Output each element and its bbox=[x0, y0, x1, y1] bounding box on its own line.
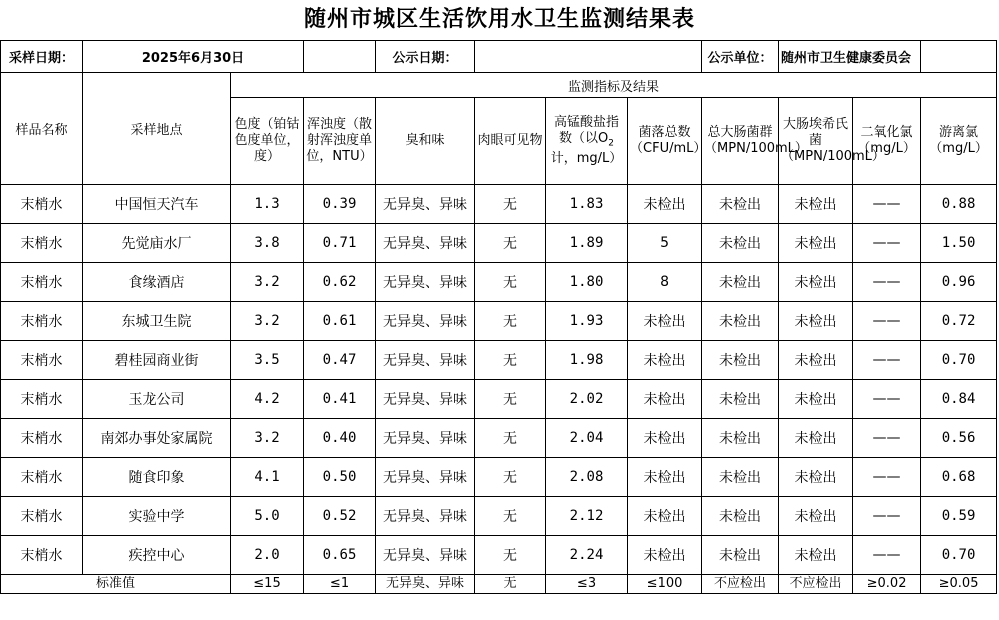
cell-colony: 未检出 bbox=[628, 302, 702, 341]
cell-chlorine-dioxide: —— bbox=[853, 536, 921, 575]
cell-colony: 未检出 bbox=[628, 185, 702, 224]
header-coliform: 总大肠菌群（MPN/100mL） bbox=[702, 98, 779, 185]
cell-colony: 未检出 bbox=[628, 380, 702, 419]
cell-sample-location: 先觉庙水厂 bbox=[83, 224, 231, 263]
cell-sample-location: 南郊办事处家属院 bbox=[83, 419, 231, 458]
header-permanganate bbox=[546, 98, 628, 185]
sample-date-label: 采样日期： bbox=[1, 41, 83, 73]
cell-colony: 8 bbox=[628, 263, 702, 302]
cell-odor: 无异臭、异味 bbox=[376, 224, 475, 263]
header-permanganate-post: 计，mg/L） bbox=[550, 151, 623, 167]
cell-ecoli: 未检出 bbox=[779, 536, 853, 575]
cell-color: 4.1 bbox=[231, 458, 304, 497]
cell-visible: 无 bbox=[475, 419, 546, 458]
header-row-group bbox=[1, 73, 997, 98]
cell-chlorine-dioxide: —— bbox=[853, 263, 921, 302]
cell-permanganate: 2.24 bbox=[546, 536, 628, 575]
cell-visible: 无 bbox=[475, 458, 546, 497]
cell-sample-name: 末梢水 bbox=[1, 497, 83, 536]
cell-ecoli: 未检出 bbox=[779, 497, 853, 536]
cell-odor: 无异臭、异味 bbox=[376, 341, 475, 380]
cell-free-chlorine: 1.50 bbox=[921, 224, 997, 263]
header-turbidity: 浑浊度（散射浑浊度单位，NTU） bbox=[304, 98, 376, 185]
publish-unit-label: 公示单位： bbox=[702, 41, 779, 73]
cell-visible: 无 bbox=[475, 185, 546, 224]
cell-coliform: 未检出 bbox=[702, 341, 779, 380]
publish-date-label: 公示日期： bbox=[376, 41, 475, 73]
cell-sample-name: 末梢水 bbox=[1, 380, 83, 419]
cell-free-chlorine: 0.88 bbox=[921, 185, 997, 224]
cell-ecoli: 未检出 bbox=[779, 185, 853, 224]
standard-turbidity: ≤1 bbox=[304, 575, 376, 594]
cell-coliform: 未检出 bbox=[702, 419, 779, 458]
cell-colony: 未检出 bbox=[628, 497, 702, 536]
cell-coliform: 未检出 bbox=[702, 458, 779, 497]
table-row bbox=[1, 497, 997, 536]
standard-row bbox=[1, 575, 997, 594]
cell-odor: 无异臭、异味 bbox=[376, 302, 475, 341]
cell-sample-name: 末梢水 bbox=[1, 458, 83, 497]
header-permanganate-sub: 2 bbox=[608, 138, 614, 149]
cell-chlorine-dioxide: —— bbox=[853, 497, 921, 536]
cell-color: 2.0 bbox=[231, 536, 304, 575]
header-ecoli: 大肠埃希氏菌（MPN/100mL） bbox=[779, 98, 853, 185]
standard-odor: 无异臭、异味 bbox=[376, 575, 475, 594]
header-permanganate-pre: 高锰酸盐指数（以O bbox=[554, 114, 620, 146]
table-row bbox=[1, 224, 997, 263]
header-group: 监测指标及结果 bbox=[231, 73, 997, 98]
cell-permanganate: 2.12 bbox=[546, 497, 628, 536]
cell-visible: 无 bbox=[475, 497, 546, 536]
cell-permanganate: 2.08 bbox=[546, 458, 628, 497]
standard-color: ≤15 bbox=[231, 575, 304, 594]
cell-free-chlorine: 0.84 bbox=[921, 380, 997, 419]
standard-visible: 无 bbox=[475, 575, 546, 594]
header-chlorine-dioxide: 二氧化氯（mg/L） bbox=[853, 98, 921, 185]
cell-color: 3.2 bbox=[231, 263, 304, 302]
cell-free-chlorine: 0.72 bbox=[921, 302, 997, 341]
cell-sample-name: 末梢水 bbox=[1, 263, 83, 302]
cell-ecoli: 未检出 bbox=[779, 419, 853, 458]
meta-spacer bbox=[304, 41, 376, 73]
cell-free-chlorine: 0.56 bbox=[921, 419, 997, 458]
cell-sample-name: 末梢水 bbox=[1, 341, 83, 380]
meta-row bbox=[1, 41, 997, 73]
cell-visible: 无 bbox=[475, 341, 546, 380]
cell-coliform: 未检出 bbox=[702, 224, 779, 263]
cell-sample-name: 末梢水 bbox=[1, 419, 83, 458]
standard-coliform: 不应检出 bbox=[702, 575, 779, 594]
cell-colony: 未检出 bbox=[628, 536, 702, 575]
header-visible: 肉眼可见物 bbox=[475, 98, 546, 185]
cell-ecoli: 未检出 bbox=[779, 341, 853, 380]
cell-chlorine-dioxide: —— bbox=[853, 341, 921, 380]
cell-odor: 无异臭、异味 bbox=[376, 536, 475, 575]
cell-chlorine-dioxide: —— bbox=[853, 302, 921, 341]
sample-date-value: 2025年6月30日 bbox=[83, 41, 304, 73]
cell-ecoli: 未检出 bbox=[779, 263, 853, 302]
cell-colony: 5 bbox=[628, 224, 702, 263]
header-sample-location: 采样地点 bbox=[83, 73, 231, 185]
cell-chlorine-dioxide: —— bbox=[853, 419, 921, 458]
cell-free-chlorine: 0.70 bbox=[921, 341, 997, 380]
cell-permanganate: 1.98 bbox=[546, 341, 628, 380]
cell-turbidity: 0.61 bbox=[304, 302, 376, 341]
cell-coliform: 未检出 bbox=[702, 263, 779, 302]
cell-turbidity: 0.71 bbox=[304, 224, 376, 263]
cell-turbidity: 0.65 bbox=[304, 536, 376, 575]
standard-free-chlorine: ≥0.05 bbox=[921, 575, 997, 594]
cell-free-chlorine: 0.68 bbox=[921, 458, 997, 497]
table-row bbox=[1, 185, 997, 224]
cell-odor: 无异臭、异味 bbox=[376, 263, 475, 302]
header-sample-name: 样品名称 bbox=[1, 73, 83, 185]
standard-chlorine-dioxide: ≥0.02 bbox=[853, 575, 921, 594]
cell-sample-name: 末梢水 bbox=[1, 224, 83, 263]
cell-sample-location: 食缘酒店 bbox=[83, 263, 231, 302]
cell-chlorine-dioxide: —— bbox=[853, 185, 921, 224]
cell-sample-name: 末梢水 bbox=[1, 536, 83, 575]
header-colony: 菌落总数（CFU/mL） bbox=[628, 98, 702, 185]
standard-permanganate: ≤3 bbox=[546, 575, 628, 594]
cell-ecoli: 未检出 bbox=[779, 458, 853, 497]
cell-color: 3.2 bbox=[231, 302, 304, 341]
cell-color: 3.5 bbox=[231, 341, 304, 380]
header-odor: 臭和味 bbox=[376, 98, 475, 185]
header-free-chlorine: 游离氯（mg/L） bbox=[921, 98, 997, 185]
cell-permanganate: 1.93 bbox=[546, 302, 628, 341]
cell-turbidity: 0.39 bbox=[304, 185, 376, 224]
publish-unit-value: 随州市卫生健康委员会 bbox=[779, 41, 921, 73]
cell-sample-location: 疾控中心 bbox=[83, 536, 231, 575]
cell-color: 4.2 bbox=[231, 380, 304, 419]
cell-visible: 无 bbox=[475, 380, 546, 419]
cell-visible: 无 bbox=[475, 263, 546, 302]
cell-free-chlorine: 0.70 bbox=[921, 536, 997, 575]
cell-turbidity: 0.40 bbox=[304, 419, 376, 458]
standard-label: 标准值 bbox=[1, 575, 231, 594]
cell-ecoli: 未检出 bbox=[779, 302, 853, 341]
table-row bbox=[1, 302, 997, 341]
cell-color: 5.0 bbox=[231, 497, 304, 536]
cell-turbidity: 0.47 bbox=[304, 341, 376, 380]
cell-permanganate: 2.04 bbox=[546, 419, 628, 458]
table-row bbox=[1, 341, 997, 380]
cell-visible: 无 bbox=[475, 536, 546, 575]
cell-turbidity: 0.62 bbox=[304, 263, 376, 302]
standard-colony: ≤100 bbox=[628, 575, 702, 594]
cell-chlorine-dioxide: —— bbox=[853, 380, 921, 419]
cell-odor: 无异臭、异味 bbox=[376, 497, 475, 536]
cell-sample-location: 实验中学 bbox=[83, 497, 231, 536]
table-row bbox=[1, 380, 997, 419]
meta-empty-cell bbox=[921, 41, 997, 73]
results-table bbox=[0, 40, 997, 594]
cell-sample-location: 碧桂园商业街 bbox=[83, 341, 231, 380]
cell-coliform: 未检出 bbox=[702, 185, 779, 224]
cell-color: 3.2 bbox=[231, 419, 304, 458]
cell-ecoli: 未检出 bbox=[779, 224, 853, 263]
cell-sample-name: 末梢水 bbox=[1, 302, 83, 341]
cell-odor: 无异臭、异味 bbox=[376, 458, 475, 497]
cell-visible: 无 bbox=[475, 224, 546, 263]
cell-coliform: 未检出 bbox=[702, 380, 779, 419]
cell-free-chlorine: 0.96 bbox=[921, 263, 997, 302]
cell-sample-name: 末梢水 bbox=[1, 185, 83, 224]
cell-sample-location: 玉龙公司 bbox=[83, 380, 231, 419]
cell-coliform: 未检出 bbox=[702, 302, 779, 341]
table-row bbox=[1, 263, 997, 302]
cell-sample-location: 中国恒天汽车 bbox=[83, 185, 231, 224]
cell-colony: 未检出 bbox=[628, 419, 702, 458]
cell-ecoli: 未检出 bbox=[779, 380, 853, 419]
cell-sample-location: 随食印象 bbox=[83, 458, 231, 497]
cell-odor: 无异臭、异味 bbox=[376, 380, 475, 419]
table-row bbox=[1, 419, 997, 458]
cell-color: 3.8 bbox=[231, 224, 304, 263]
cell-free-chlorine: 0.59 bbox=[921, 497, 997, 536]
cell-permanganate: 1.83 bbox=[546, 185, 628, 224]
cell-chlorine-dioxide: —— bbox=[853, 458, 921, 497]
cell-sample-location: 东城卫生院 bbox=[83, 302, 231, 341]
cell-permanganate: 1.89 bbox=[546, 224, 628, 263]
standard-ecoli: 不应检出 bbox=[779, 575, 853, 594]
cell-odor: 无异臭、异味 bbox=[376, 185, 475, 224]
cell-coliform: 未检出 bbox=[702, 536, 779, 575]
cell-color: 1.3 bbox=[231, 185, 304, 224]
cell-coliform: 未检出 bbox=[702, 497, 779, 536]
table-row bbox=[1, 458, 997, 497]
page-title: 随州市城区生活饮用水卫生监测结果表 bbox=[303, 7, 695, 32]
cell-chlorine-dioxide: —— bbox=[853, 224, 921, 263]
cell-turbidity: 0.41 bbox=[304, 380, 376, 419]
table-row bbox=[1, 536, 997, 575]
cell-turbidity: 0.50 bbox=[304, 458, 376, 497]
publish-date-value bbox=[475, 41, 702, 73]
cell-odor: 无异臭、异味 bbox=[376, 419, 475, 458]
cell-permanganate: 1.80 bbox=[546, 263, 628, 302]
cell-visible: 无 bbox=[475, 302, 546, 341]
cell-colony: 未检出 bbox=[628, 341, 702, 380]
header-color: 色度（铂钴色度单位，度） bbox=[231, 98, 304, 185]
cell-colony: 未检出 bbox=[628, 458, 702, 497]
cell-permanganate: 2.02 bbox=[546, 380, 628, 419]
cell-turbidity: 0.52 bbox=[304, 497, 376, 536]
